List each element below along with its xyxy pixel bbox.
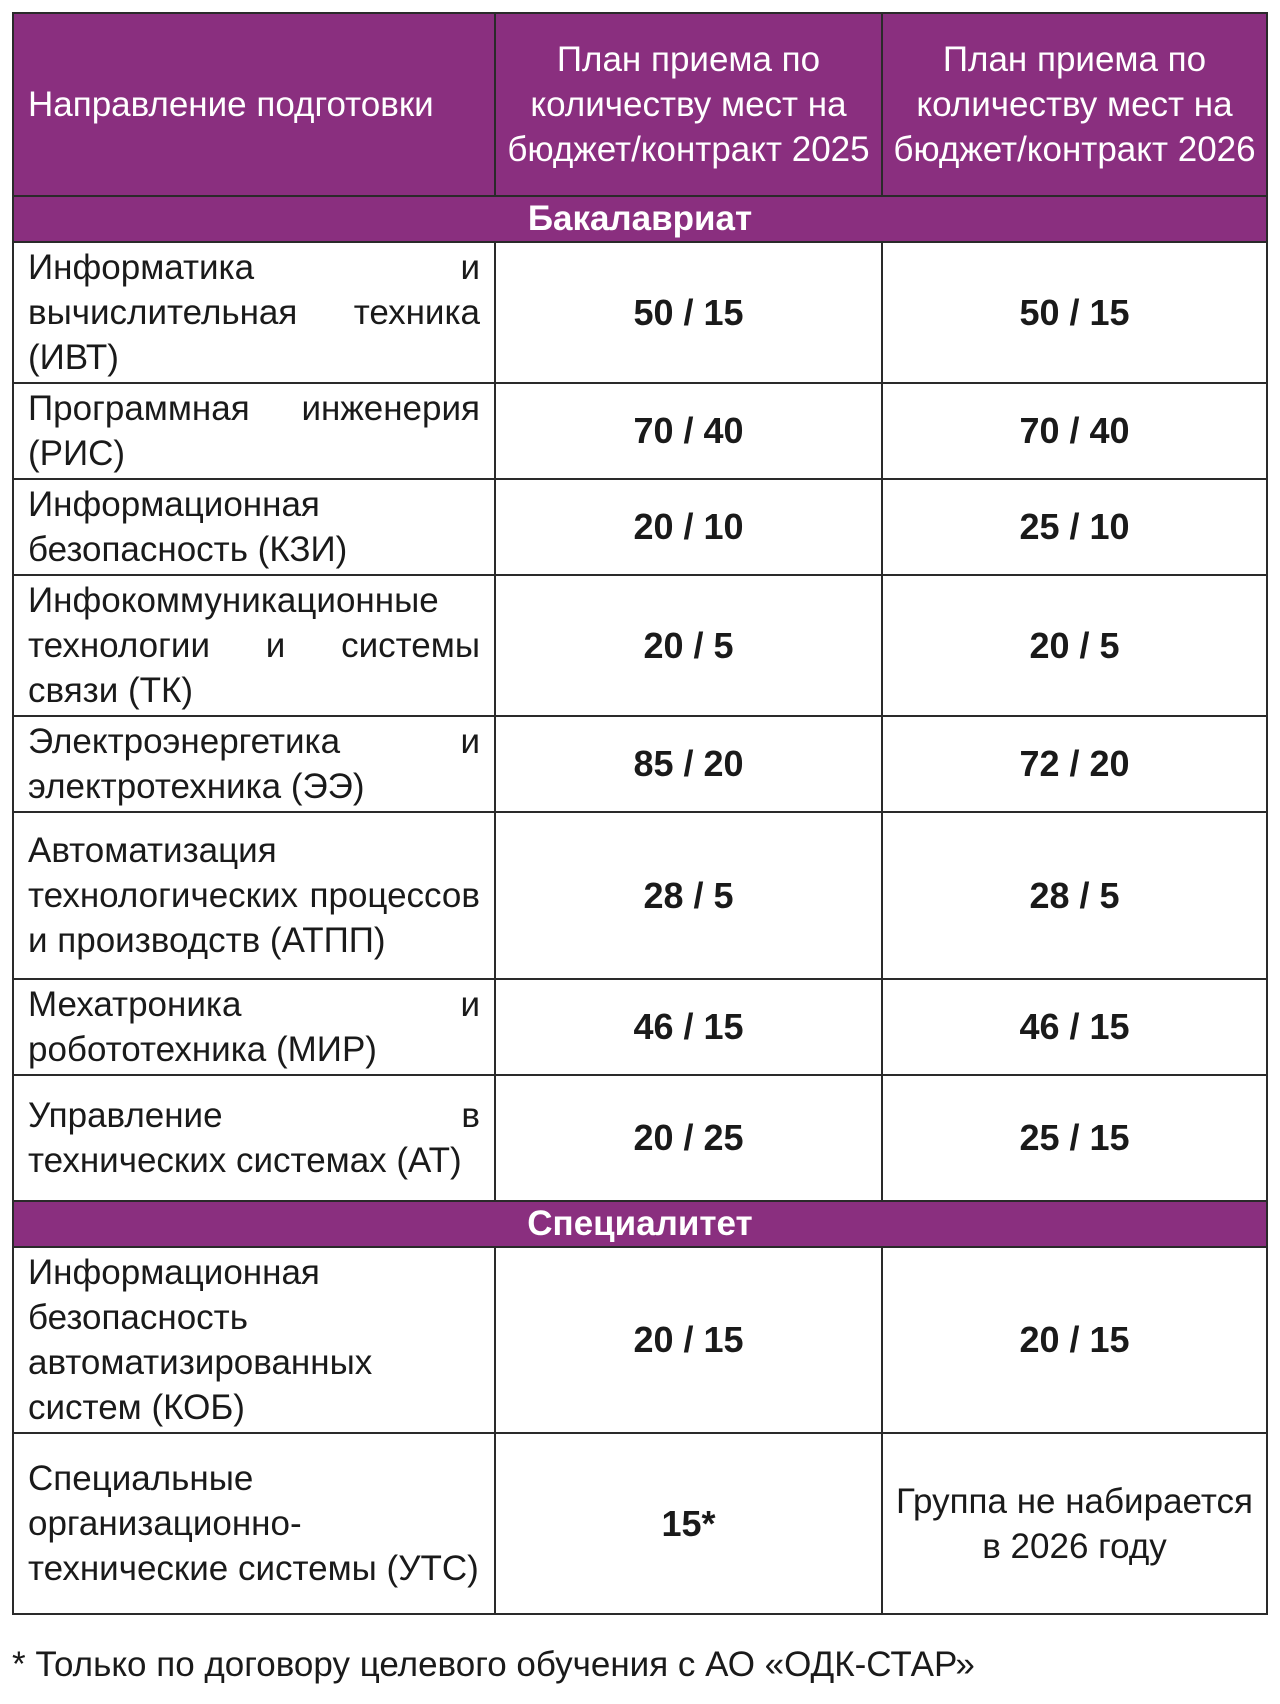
- table-row: [13, 979, 1267, 1075]
- header-plan-2026: План приема по количеству мест на бюджет/контракт 2026: [882, 13, 1267, 196]
- direction-name-line1: Автоматизация: [28, 831, 277, 870]
- direction-name-rest: технологических процессов и производств (АТПП): [28, 876, 480, 960]
- table-row: [13, 479, 1267, 575]
- table-row: [13, 1433, 1267, 1614]
- table-row: [13, 812, 1267, 979]
- direction-name-line1: Управление в: [28, 1096, 480, 1135]
- direction-name-line1: Инфокоммуникационные: [28, 581, 439, 620]
- direction-name: [13, 1247, 495, 1433]
- plan-2025-value: 20 / 10: [495, 479, 882, 575]
- direction-name-line1: Информационная: [28, 1253, 320, 1292]
- section-title: Бакалавриат: [13, 196, 1267, 242]
- direction-name-line1: Мехатроника и: [28, 985, 480, 1024]
- plan-2026-value: 70 / 40: [882, 383, 1267, 479]
- plan-2026-note: Группа не набирается в 2026 году: [882, 1433, 1267, 1614]
- direction-name: [13, 242, 495, 383]
- plan-2026-value: 46 / 15: [882, 979, 1267, 1075]
- plan-2026-value: 25 / 15: [882, 1075, 1267, 1201]
- plan-2025-value: 85 / 20: [495, 716, 882, 812]
- table-row: [13, 383, 1267, 479]
- direction-name: [13, 1433, 495, 1614]
- table-row: [13, 1247, 1267, 1433]
- table-row: [13, 1075, 1267, 1201]
- plan-2025-value: 46 / 15: [495, 979, 882, 1075]
- direction-name: [13, 479, 495, 575]
- header-direction: Направление подготовки: [13, 13, 495, 196]
- plan-2026-value: 20 / 15: [882, 1247, 1267, 1433]
- plan-2025-value: 28 / 5: [495, 812, 882, 979]
- direction-name-rest: безопасность (КЗИ): [28, 530, 348, 569]
- direction-name-rest: безопасность автоматизированных систем (КОБ): [28, 1298, 373, 1427]
- direction-name: [13, 979, 495, 1075]
- admission-plan-container: [12, 12, 1266, 1615]
- section-row-specialist: [13, 1201, 1267, 1247]
- header-plan-2025: План приема по количеству мест на бюджет/контракт 2025: [495, 13, 882, 196]
- direction-name-line1: Информатика и: [28, 248, 480, 287]
- section-row-bachelor: [13, 196, 1267, 242]
- plan-2026-value: 50 / 15: [882, 242, 1267, 383]
- direction-name-line1: Специальные: [28, 1459, 254, 1498]
- table-row: [13, 242, 1267, 383]
- plan-2025-value: 50 / 15: [495, 242, 882, 383]
- direction-name-rest: вычислительная техника (ИВТ): [28, 293, 480, 377]
- direction-name-rest: технологии и системы связи (ТК): [28, 626, 480, 710]
- plan-2025-value: 15*: [495, 1433, 882, 1614]
- plan-2025-value: 20 / 5: [495, 575, 882, 716]
- plan-2026-value: 25 / 10: [882, 479, 1267, 575]
- plan-2025-value: 20 / 25: [495, 1075, 882, 1201]
- direction-name-line1: Электроэнергетика и: [28, 722, 480, 761]
- plan-2026-value: 20 / 5: [882, 575, 1267, 716]
- table-row: [13, 575, 1267, 716]
- direction-name-rest: электротехника (ЭЭ): [28, 767, 365, 806]
- plan-2026-value: 72 / 20: [882, 716, 1267, 812]
- footnote: * Только по договору целевого обучения с АО «ОДК-СТАР»: [12, 1645, 975, 1684]
- direction-name: [13, 1075, 495, 1201]
- direction-name: [13, 716, 495, 812]
- direction-name-rest: технических системах (АТ): [28, 1141, 462, 1180]
- admission-plan-table: [12, 12, 1268, 1615]
- direction-name-rest: (РИС): [28, 434, 126, 473]
- plan-2025-value: 20 / 15: [495, 1247, 882, 1433]
- direction-name: [13, 812, 495, 979]
- direction-name-line1: Программная инженерия: [28, 389, 480, 428]
- direction-name-rest: робототехника (МИР): [28, 1030, 377, 1069]
- direction-name-rest: организационно-технические системы (УТС): [28, 1504, 479, 1588]
- section-title: Специалитет: [13, 1201, 1267, 1247]
- direction-name-line1: Информационная: [28, 485, 320, 524]
- direction-name: [13, 575, 495, 716]
- table-header-row: [13, 13, 1267, 196]
- plan-2026-value: 28 / 5: [882, 812, 1267, 979]
- direction-name: [13, 383, 495, 479]
- plan-2025-value: 70 / 40: [495, 383, 882, 479]
- table-row: [13, 716, 1267, 812]
